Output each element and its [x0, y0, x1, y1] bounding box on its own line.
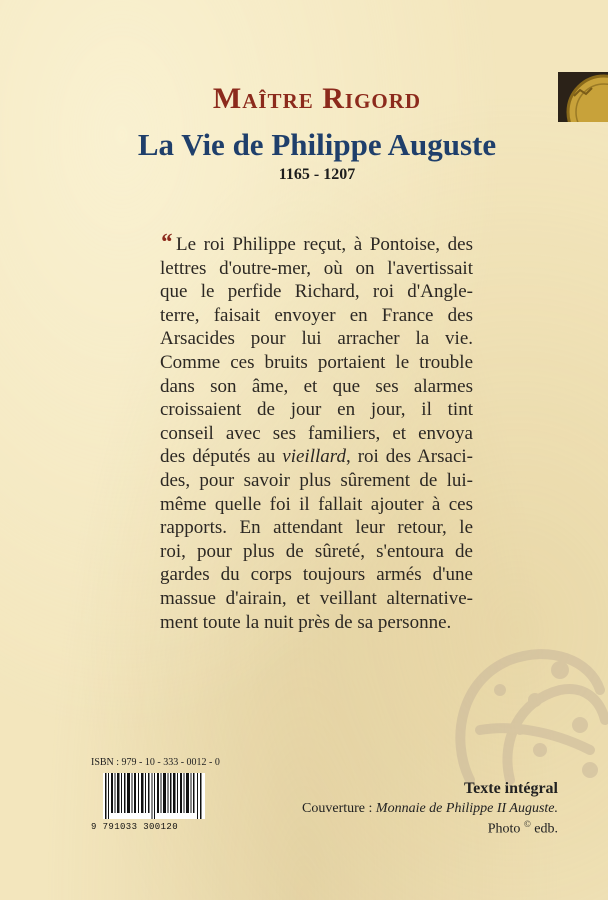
quote-line-10-post: , roi des Arsaci-	[345, 446, 473, 468]
credits-block	[302, 780, 558, 838]
cover-credit-title: Monnaie de Philippe II Auguste.	[375, 801, 558, 816]
author-name: Maître Rigord	[212, 82, 422, 115]
quote-line-7: dans son âme, et que ses alarmes	[160, 375, 473, 397]
quote-line-5: Arsacides pour lui arracher la vie.	[160, 328, 473, 350]
quote-line-3: que le perfide Richard, roi d'Angle-	[160, 281, 473, 303]
photo-credit-name: edb.	[530, 821, 558, 837]
gold-coin-icon	[558, 72, 608, 122]
quote-line-9: conseil avec ses familiers, et envoya	[160, 422, 473, 444]
quote-line-1-text: Le roi Philippe reçut, à Pontoise, des	[176, 234, 473, 255]
photo-credit	[302, 819, 558, 838]
copyright-symbol: ©	[523, 819, 531, 829]
cover-credit	[302, 801, 558, 817]
book-title: La Vie de Philippe Auguste	[137, 127, 497, 162]
quote-line-10	[160, 445, 473, 469]
quote-line-13: rapports. En attendant leur retour, le	[160, 517, 473, 539]
quote-line-17: ment toute la nuit près de sa personne.	[160, 611, 452, 633]
quote-line-11: des, pour savoir plus sûrement de lui-	[160, 469, 473, 491]
texte-integral-label: Texte intégral	[463, 780, 558, 797]
photo-credit-label: Photo	[487, 821, 524, 837]
quote-line-15: gardes du corps toujours armés d'une	[160, 564, 473, 586]
quote-line-2: lettres d'outre-mer, où on l'avertissait	[160, 257, 473, 279]
decorative-letter-icon	[440, 630, 608, 800]
barcode-icon	[103, 773, 205, 819]
back-cover-quote	[160, 232, 473, 634]
quote-line-1	[160, 232, 473, 257]
quote-line-6: Comme ces bruits portaient le trouble	[160, 351, 473, 373]
cover-credit-label: Couverture :	[302, 801, 376, 816]
quote-line-4: terre, faisait envoyer en France des	[160, 304, 473, 326]
quote-line-10-italic: vieillard	[282, 446, 346, 468]
book-dates: 1165 - 1207	[278, 166, 356, 183]
quote-line-8: croissaient de jour en jour, il tint	[160, 399, 473, 421]
quote-line-10-pre: des députés au	[160, 446, 283, 468]
barcode-digits: 9 791033 300120	[91, 822, 179, 832]
open-quote-mark: “	[160, 230, 172, 256]
quote-line-14: roi, pour plus de sûreté, s'entoura de	[160, 540, 473, 562]
quote-line-16: massue d'airain, et veillant alternative-	[160, 587, 473, 609]
isbn-number: ISBN : 979 - 10 - 333 - 0012 - 0	[91, 757, 220, 768]
quote-line-12: même quelle foi il fallait ajouter à ces	[160, 493, 473, 515]
